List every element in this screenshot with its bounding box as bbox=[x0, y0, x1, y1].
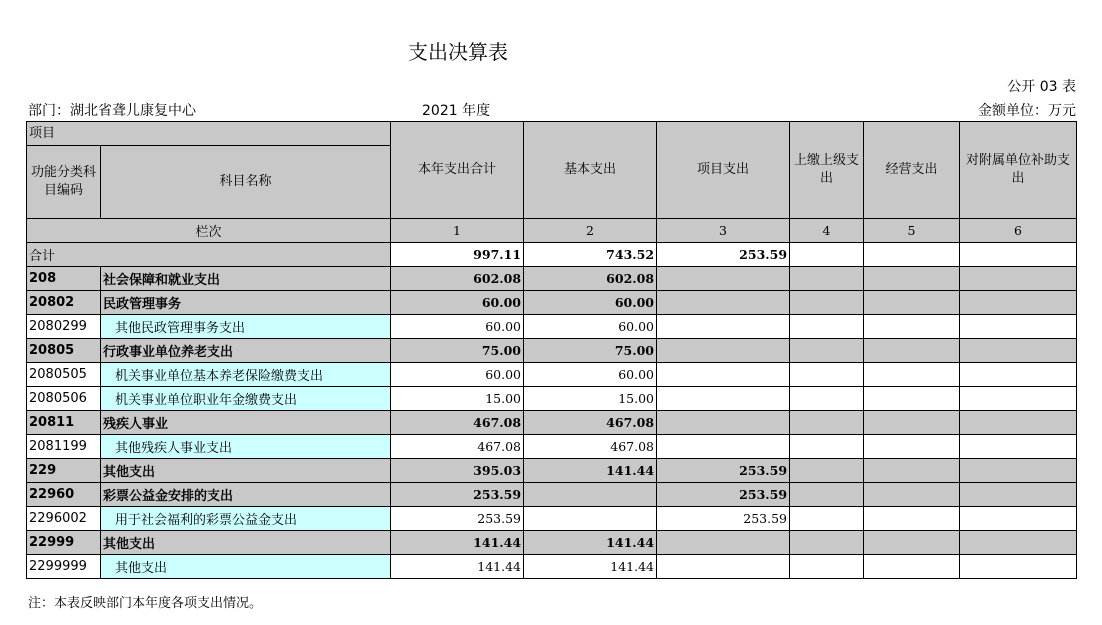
row-remit-expenditure bbox=[790, 387, 864, 411]
row-subsidy-expenditure bbox=[960, 555, 1077, 579]
row-code: 2296002 bbox=[27, 507, 101, 531]
row-remit-expenditure bbox=[790, 459, 864, 483]
row-project-expenditure bbox=[657, 267, 790, 291]
row-project-expenditure: 253.59 bbox=[657, 459, 790, 483]
col-number-6: 6 bbox=[960, 219, 1077, 243]
row-basic-expenditure: 141.44 bbox=[524, 531, 657, 555]
row-code: 2080299 bbox=[27, 315, 101, 339]
row-remit-expenditure bbox=[790, 411, 864, 435]
row-total-expenditure: 253.59 bbox=[391, 483, 524, 507]
row-basic-expenditure: 467.08 bbox=[524, 435, 657, 459]
row-project-expenditure bbox=[657, 363, 790, 387]
row-basic-expenditure: 75.00 bbox=[524, 339, 657, 363]
row-remit-expenditure bbox=[790, 315, 864, 339]
row-total-expenditure: 15.00 bbox=[391, 387, 524, 411]
row-total-expenditure: 467.08 bbox=[391, 411, 524, 435]
expenditure-table bbox=[26, 121, 1077, 579]
row-total-expenditure: 602.08 bbox=[391, 267, 524, 291]
row-total-expenditure: 141.44 bbox=[391, 531, 524, 555]
row-total-expenditure: 75.00 bbox=[391, 339, 524, 363]
row-remit-expenditure bbox=[790, 435, 864, 459]
row-remit-expenditure bbox=[790, 555, 864, 579]
row-subsidy-expenditure bbox=[960, 483, 1077, 507]
table-row bbox=[27, 291, 1077, 315]
row-total-expenditure: 467.08 bbox=[391, 435, 524, 459]
row-subsidy-expenditure bbox=[960, 315, 1077, 339]
table-row bbox=[27, 267, 1077, 291]
row-subject-name: 机关事业单位基本养老保险缴费支出 bbox=[101, 363, 391, 387]
header-col5: 经营支出 bbox=[864, 122, 960, 219]
row-code: 20811 bbox=[27, 411, 101, 435]
total-c3: 253.59 bbox=[657, 243, 790, 267]
row-remit-expenditure bbox=[790, 267, 864, 291]
row-project-expenditure bbox=[657, 555, 790, 579]
row-basic-expenditure: 15.00 bbox=[524, 387, 657, 411]
table-row bbox=[27, 387, 1077, 411]
table-row bbox=[27, 315, 1077, 339]
row-basic-expenditure: 60.00 bbox=[524, 291, 657, 315]
total-c1: 997.11 bbox=[391, 243, 524, 267]
table-row bbox=[27, 363, 1077, 387]
row-subject-name: 彩票公益金安排的支出 bbox=[101, 483, 391, 507]
row-subject-name: 其他支出 bbox=[101, 459, 391, 483]
total-c5 bbox=[864, 243, 960, 267]
row-subsidy-expenditure bbox=[960, 363, 1077, 387]
year-label: 2021 年度 bbox=[422, 103, 491, 119]
row-business-expenditure bbox=[864, 267, 960, 291]
col-number-5: 5 bbox=[864, 219, 960, 243]
row-total-expenditure: 60.00 bbox=[391, 363, 524, 387]
row-business-expenditure bbox=[864, 315, 960, 339]
row-basic-expenditure: 467.08 bbox=[524, 411, 657, 435]
row-code: 2081199 bbox=[27, 435, 101, 459]
row-total-expenditure: 60.00 bbox=[391, 315, 524, 339]
row-subject-name: 残疾人事业 bbox=[101, 411, 391, 435]
row-subsidy-expenditure bbox=[960, 459, 1077, 483]
page-title: 支出决算表 bbox=[408, 40, 508, 64]
row-subsidy-expenditure bbox=[960, 507, 1077, 531]
row-subsidy-expenditure bbox=[960, 387, 1077, 411]
row-project-expenditure bbox=[657, 387, 790, 411]
row-project-expenditure: 253.59 bbox=[657, 507, 790, 531]
document-number: 公开 03 表 bbox=[1007, 79, 1076, 95]
header-func-code: 功能分类科目编码 bbox=[27, 146, 101, 219]
row-total-expenditure: 395.03 bbox=[391, 459, 524, 483]
row-business-expenditure bbox=[864, 555, 960, 579]
row-subsidy-expenditure bbox=[960, 411, 1077, 435]
table-row bbox=[27, 531, 1077, 555]
row-basic-expenditure: 141.44 bbox=[524, 459, 657, 483]
row-subsidy-expenditure bbox=[960, 435, 1077, 459]
row-subsidy-expenditure bbox=[960, 339, 1077, 363]
header-col6: 对附属单位补助支出 bbox=[960, 122, 1077, 219]
row-project-expenditure: 253.59 bbox=[657, 483, 790, 507]
row-total-expenditure: 141.44 bbox=[391, 555, 524, 579]
table-row bbox=[27, 507, 1077, 531]
row-subject-name: 机关事业单位职业年金缴费支出 bbox=[101, 387, 391, 411]
total-label: 合计 bbox=[27, 243, 391, 267]
table-row bbox=[27, 459, 1077, 483]
row-remit-expenditure bbox=[790, 363, 864, 387]
table-row bbox=[27, 339, 1077, 363]
row-basic-expenditure: 141.44 bbox=[524, 555, 657, 579]
row-total-expenditure: 60.00 bbox=[391, 291, 524, 315]
row-project-expenditure bbox=[657, 339, 790, 363]
total-c4 bbox=[790, 243, 864, 267]
total-c2: 743.52 bbox=[524, 243, 657, 267]
total-c6 bbox=[960, 243, 1077, 267]
row-subsidy-expenditure bbox=[960, 531, 1077, 555]
row-remit-expenditure bbox=[790, 291, 864, 315]
row-subject-name: 其他支出 bbox=[101, 531, 391, 555]
row-basic-expenditure bbox=[524, 507, 657, 531]
row-project-expenditure bbox=[657, 291, 790, 315]
row-remit-expenditure bbox=[790, 507, 864, 531]
unit-label: 金额单位：万元 bbox=[978, 103, 1076, 119]
header-col4: 上缴上级支出 bbox=[790, 122, 864, 219]
row-code: 22960 bbox=[27, 483, 101, 507]
table-row bbox=[27, 483, 1077, 507]
row-business-expenditure bbox=[864, 411, 960, 435]
header-col3: 项目支出 bbox=[657, 122, 790, 219]
row-business-expenditure bbox=[864, 459, 960, 483]
row-business-expenditure bbox=[864, 339, 960, 363]
row-code: 22999 bbox=[27, 531, 101, 555]
row-project-expenditure bbox=[657, 531, 790, 555]
row-business-expenditure bbox=[864, 531, 960, 555]
row-total-expenditure: 253.59 bbox=[391, 507, 524, 531]
header-subject-name: 科目名称 bbox=[101, 146, 391, 219]
row-project-expenditure bbox=[657, 435, 790, 459]
row-project-expenditure bbox=[657, 411, 790, 435]
row-code: 20802 bbox=[27, 291, 101, 315]
col-number-1: 1 bbox=[391, 219, 524, 243]
footnote: 注：本表反映部门本年度各项支出情况。 bbox=[28, 596, 263, 611]
col-number-2: 2 bbox=[524, 219, 657, 243]
row-business-expenditure bbox=[864, 435, 960, 459]
row-subsidy-expenditure bbox=[960, 267, 1077, 291]
row-business-expenditure bbox=[864, 387, 960, 411]
header-lanci: 栏次 bbox=[27, 219, 391, 243]
col-number-3: 3 bbox=[657, 219, 790, 243]
row-subject-name: 行政事业单位养老支出 bbox=[101, 339, 391, 363]
row-subject-name: 其他民政管理事务支出 bbox=[101, 315, 391, 339]
row-code: 2080506 bbox=[27, 387, 101, 411]
table-row bbox=[27, 435, 1077, 459]
total-row bbox=[27, 243, 1077, 267]
row-subject-name: 用于社会福利的彩票公益金支出 bbox=[101, 507, 391, 531]
row-basic-expenditure: 60.00 bbox=[524, 363, 657, 387]
row-subsidy-expenditure bbox=[960, 291, 1077, 315]
row-business-expenditure bbox=[864, 483, 960, 507]
row-basic-expenditure: 602.08 bbox=[524, 267, 657, 291]
row-basic-expenditure bbox=[524, 483, 657, 507]
table-row bbox=[27, 411, 1077, 435]
row-code: 2080505 bbox=[27, 363, 101, 387]
department-label: 部门：湖北省聋儿康复中心 bbox=[28, 103, 196, 119]
row-remit-expenditure bbox=[790, 483, 864, 507]
header-col1: 本年支出合计 bbox=[391, 122, 524, 219]
header-project: 项目 bbox=[27, 122, 391, 146]
row-subject-name: 社会保障和就业支出 bbox=[101, 267, 391, 291]
row-basic-expenditure: 60.00 bbox=[524, 315, 657, 339]
row-code: 2299999 bbox=[27, 555, 101, 579]
row-remit-expenditure bbox=[790, 339, 864, 363]
row-business-expenditure bbox=[864, 291, 960, 315]
col-number-4: 4 bbox=[790, 219, 864, 243]
row-project-expenditure bbox=[657, 315, 790, 339]
row-business-expenditure bbox=[864, 363, 960, 387]
row-code: 229 bbox=[27, 459, 101, 483]
row-subject-name: 其他残疾人事业支出 bbox=[101, 435, 391, 459]
row-code: 208 bbox=[27, 267, 101, 291]
row-code: 20805 bbox=[27, 339, 101, 363]
row-subject-name: 其他支出 bbox=[101, 555, 391, 579]
row-remit-expenditure bbox=[790, 531, 864, 555]
table-row bbox=[27, 555, 1077, 579]
row-business-expenditure bbox=[864, 507, 960, 531]
row-subject-name: 民政管理事务 bbox=[101, 291, 391, 315]
header-col2: 基本支出 bbox=[524, 122, 657, 219]
